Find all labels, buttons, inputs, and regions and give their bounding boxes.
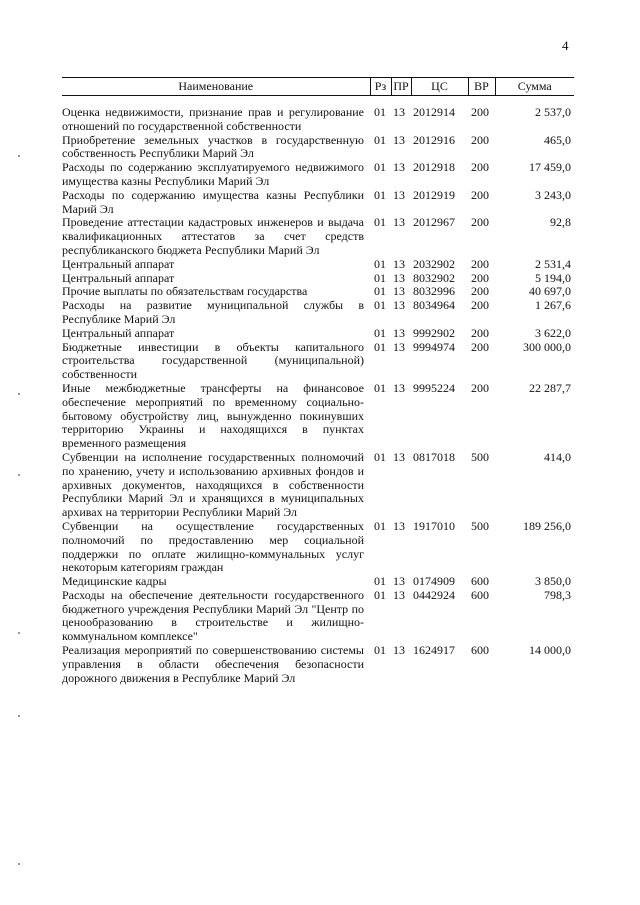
row-cs: 2012914 (413, 105, 455, 119)
row-vr: 500 (471, 449, 489, 464)
row-rz: 01 (374, 187, 386, 202)
table-body (62, 96, 574, 686)
table-row (62, 575, 574, 589)
table-row (62, 272, 574, 286)
table-header (62, 78, 574, 96)
row-cs: 2012916 (413, 132, 455, 147)
row-rz: 01 (374, 105, 386, 119)
row-name: Расходы на обеспечение деятельности государственного бюджетного учреждения Республики Марий Эл "Центр по ценообразованию в строительстве и жилищно-коммунальном комплексе" (62, 587, 364, 644)
row-cs: 2012967 (413, 215, 455, 230)
row-vr: 200 (471, 325, 489, 340)
header-cs: ЦС (411, 78, 468, 96)
row-name: Расходы на развитие муниципальной службы в Республике Марий Эл (62, 298, 364, 326)
header-sum: Сумма (495, 78, 574, 96)
row-cs: 2012918 (413, 160, 455, 175)
row-vr: 200 (471, 339, 489, 354)
row-name: Центральный аппарат (62, 256, 175, 271)
row-sum: 92,8 (550, 215, 571, 230)
row-name: Субвенции на исполнение государственных полномочий по хранению, учету и использованию архивных фондов и архивных документов, находящихся в собственности Республики Марий Эл и хранящихся в муниципальных архивах на территории Республики Марий Эл (62, 449, 364, 520)
row-cs: 0442924 (413, 587, 455, 602)
scan-speck (18, 474, 20, 476)
row-pr: 13 (393, 160, 405, 175)
header-rz: Рз (370, 78, 391, 96)
table-row (62, 589, 574, 644)
row-sum: 40 697,0 (529, 284, 571, 299)
scan-speck (18, 393, 20, 395)
row-sum: 17 459,0 (529, 160, 571, 175)
row-vr: 200 (471, 380, 489, 395)
table-row (62, 327, 574, 341)
row-vr: 200 (471, 270, 489, 285)
table-row (62, 161, 574, 189)
table-row (62, 382, 574, 451)
row-rz: 01 (374, 284, 386, 299)
header-vr: ВР (468, 78, 495, 96)
row-cs: 1624917 (413, 643, 455, 658)
row-pr: 13 (393, 380, 405, 395)
row-rz: 01 (374, 449, 386, 464)
row-pr: 13 (393, 574, 405, 589)
row-pr: 13 (393, 587, 405, 602)
row-name: Медицинские кадры (62, 574, 167, 589)
row-cs: 0817018 (413, 449, 455, 464)
header-name: Наименование (62, 78, 370, 96)
row-cs: 9992902 (413, 325, 455, 340)
row-cs: 9995224 (413, 380, 455, 395)
row-pr: 13 (393, 132, 405, 147)
row-cs: 1917010 (413, 518, 455, 533)
row-vr: 200 (471, 160, 489, 175)
table-row (62, 520, 574, 575)
page-number: 4 (562, 38, 569, 53)
row-vr: 200 (471, 105, 489, 119)
row-name: Центральный аппарат (62, 270, 175, 285)
table-row (62, 96, 574, 134)
row-rz: 01 (374, 270, 386, 285)
scan-speck (18, 632, 20, 634)
row-name: Прочие выплаты по обязательствам государства (62, 284, 308, 299)
row-rz: 01 (374, 132, 386, 147)
table-row (62, 216, 574, 257)
row-rz: 01 (374, 643, 386, 658)
row-pr: 13 (393, 284, 405, 299)
table-row (62, 299, 574, 327)
row-sum: 3 243,0 (535, 187, 571, 202)
row-vr: 200 (471, 187, 489, 202)
row-cs: 8034964 (413, 298, 455, 313)
row-sum: 300 000,0 (523, 339, 571, 354)
row-name: Проведение аттестации кадастровых инженеров и выдача квалификационных аттестатов за счет средств республиканского бюджета Республики Марий Эл (62, 215, 364, 257)
row-cs: 0174909 (413, 574, 455, 589)
row-pr: 13 (393, 449, 405, 464)
table-row (62, 644, 574, 685)
row-sum: 3 622,0 (535, 325, 571, 340)
row-vr: 200 (471, 132, 489, 147)
scan-speck (18, 715, 20, 717)
row-vr: 600 (471, 587, 489, 602)
row-rz: 01 (374, 339, 386, 354)
row-sum: 465,0 (544, 132, 571, 147)
row-sum: 3 850,0 (535, 574, 571, 589)
row-rz: 01 (374, 380, 386, 395)
table-row (62, 189, 574, 217)
header-pr: ПР (391, 78, 411, 96)
table-row (62, 258, 574, 272)
row-pr: 13 (393, 518, 405, 533)
row-sum: 189 256,0 (523, 518, 571, 533)
table-row (62, 134, 574, 162)
row-vr: 200 (471, 284, 489, 299)
row-vr: 600 (471, 643, 489, 658)
row-cs: 2032902 (413, 256, 455, 271)
row-sum: 414,0 (544, 449, 571, 464)
table-row (62, 285, 574, 299)
row-sum: 22 287,7 (529, 380, 571, 395)
row-vr: 600 (471, 574, 489, 589)
table-row (62, 341, 574, 382)
row-sum: 5 194,0 (535, 270, 571, 285)
row-pr: 13 (393, 256, 405, 271)
row-name: Приобретение земельных участков в государственную собственность Республики Марий Эл (62, 132, 364, 161)
row-cs: 9994974 (413, 339, 455, 354)
row-name: Оценка недвижимости, признание прав и регулирование отношений по государственной собственности (62, 105, 364, 133)
row-rz: 01 (374, 518, 386, 533)
row-rz: 01 (374, 256, 386, 271)
row-rz: 01 (374, 587, 386, 602)
row-vr: 500 (471, 518, 489, 533)
row-name: Реализация мероприятий по совершенствованию системы управления в области обеспечения безопасности дорожного движения в Республике Марий Эл (62, 643, 364, 685)
row-pr: 13 (393, 643, 405, 658)
row-pr: 13 (393, 298, 405, 313)
scan-speck (18, 155, 20, 157)
row-pr: 13 (393, 105, 405, 119)
row-sum: 2 531,4 (535, 256, 571, 271)
row-pr: 13 (393, 187, 405, 202)
row-rz: 01 (374, 325, 386, 340)
row-name: Расходы по содержанию имущества казны Республики Марий Эл (62, 187, 364, 216)
row-rz: 01 (374, 160, 386, 175)
row-pr: 13 (393, 325, 405, 340)
row-sum: 14 000,0 (529, 643, 571, 658)
row-vr: 200 (471, 298, 489, 313)
scan-speck (18, 863, 20, 865)
row-pr: 13 (393, 215, 405, 230)
row-vr: 200 (471, 256, 489, 271)
row-rz: 01 (374, 215, 386, 230)
row-pr: 13 (393, 270, 405, 285)
budget-table (62, 77, 574, 685)
row-cs: 8032902 (413, 270, 455, 285)
row-name: Центральный аппарат (62, 325, 175, 340)
row-vr: 200 (471, 215, 489, 230)
row-cs: 2012919 (413, 187, 455, 202)
row-sum: 1 267,6 (535, 298, 571, 313)
row-name: Иные межбюджетные трансферты на финансовое обеспечение мероприятий по временному социально-бытовому обустройству лиц, вынужденно покинувших территорию Украины и находящихся в пунктах временного размещения (62, 380, 364, 451)
row-rz: 01 (374, 574, 386, 589)
row-cs: 8032996 (413, 284, 455, 299)
row-name: Расходы по содержанию эксплуатируемого недвижимого имущества казны Республики Марий Эл (62, 160, 364, 188)
row-name: Бюджетные инвестиции в объекты капитального строительства государственной (муниципальной) собственности (62, 339, 364, 382)
table-row (62, 451, 574, 520)
row-name: Субвенции на осуществление государственных полномочий по предоставлению мер социальной поддержки по оплате жилищно-коммунальных услуг некоторым категориям граждан (62, 518, 364, 575)
row-pr: 13 (393, 339, 405, 354)
row-rz: 01 (374, 298, 386, 313)
row-sum: 2 537,0 (535, 105, 571, 119)
row-sum: 798,3 (544, 587, 571, 602)
